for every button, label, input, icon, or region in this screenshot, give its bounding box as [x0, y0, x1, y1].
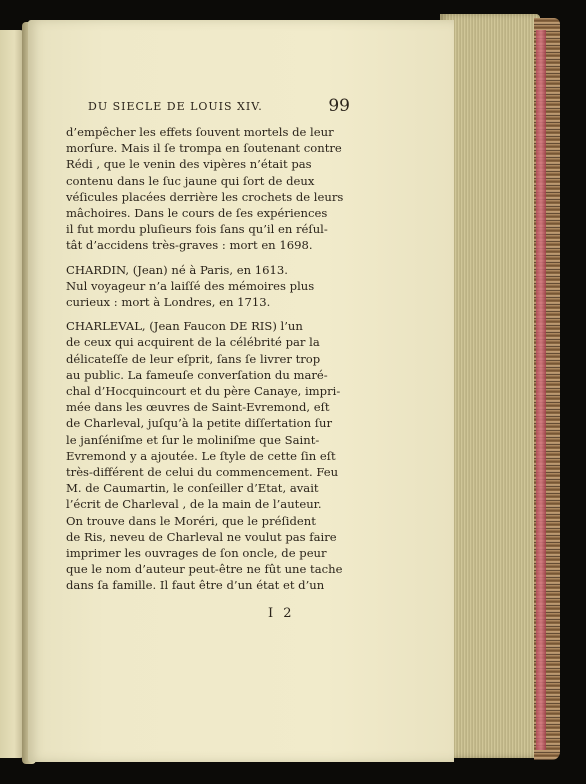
running-title: DU SIECLE DE LOUIS XIV. [88, 100, 263, 113]
text-line: que le nom d’auteur peut-être ne fût une tache [66, 562, 343, 577]
body-text [66, 124, 366, 602]
page-edges [440, 14, 540, 758]
text-line: mée dans les œuvres de Saint-Evremond, eſt [66, 400, 330, 415]
text-line: M. de Caumartin, le conſeiller d’Etat, avait [66, 481, 319, 496]
text-line: Rédi , que le venin des vipères n’était pas [66, 157, 312, 172]
text-line: CHARLEVAL, (Jean Faucon DE RIS) l’un [66, 319, 303, 334]
text-line: il fut mordu pluſieurs fois ſans qu’il en réſul- [66, 222, 328, 237]
text-line: délicateſſe de leur eſprit, ſans ſe livrer trop [66, 351, 321, 366]
signature-mark: I 2 [268, 606, 295, 621]
cover-red-stripe [536, 30, 546, 750]
text-line: chal d’Hocquincourt et du père Canaye, impri- [66, 384, 341, 399]
paragraph-2 [66, 262, 366, 311]
text-line: contenu dans le ſuc jaune qui ſort de deux [66, 173, 315, 188]
text-line: On trouve dans le Moréri, que le préſident [66, 513, 316, 528]
text-line: de Ris, neveu de Charleval ne voulut pas faire [66, 529, 337, 544]
text-line: mâchoires. Dans le cours de ſes expériences [66, 206, 328, 221]
text-line: véſicules placées derrière les crochets de leurs [66, 189, 344, 204]
text-line: l’écrit de Charleval , de la main de l’auteur. [66, 497, 322, 512]
text-line: le janſéniſme et ſur le moliniſme que Saint- [66, 432, 320, 447]
text-line: morſure. Mais il ſe trompa en ſoutenant contre [66, 141, 342, 156]
paragraph-1 [66, 124, 366, 254]
text-line: tât d’accidens très-graves : mort en 1698. [66, 238, 313, 253]
text-line: CHARDIN, (Jean) né à Paris, en 1613. [66, 262, 288, 277]
text-line: imprimer les ouvrages de ſon oncle, de peur [66, 546, 327, 561]
text-line: d’empêcher les effets ſouvent mortels de leur [66, 125, 334, 139]
page-number: 99 [328, 96, 350, 116]
text-line: très-différent de celui du commencement. Feu [66, 465, 339, 480]
text-line: Evremond y a ajoutée. Le ſtyle de cette ſin eſt [66, 448, 336, 463]
text-line: au public. La fameuſe converſation du maré- [66, 367, 328, 382]
text-line: de Charleval, juſqu’à la petite diſſertation ſur [66, 416, 333, 431]
text-line: Nul voyageur n’a laiſſé des mémoires plus [66, 278, 315, 293]
running-head [88, 96, 350, 116]
paragraph-3 [66, 318, 366, 593]
text-line: curieux : mort à Londres, en 1713. [66, 295, 271, 310]
text-line: dans ſa famille. Il faut être d’un état et d’un [66, 578, 325, 593]
text-line: de ceux qui acquirent de la célébrité par la [66, 335, 320, 350]
